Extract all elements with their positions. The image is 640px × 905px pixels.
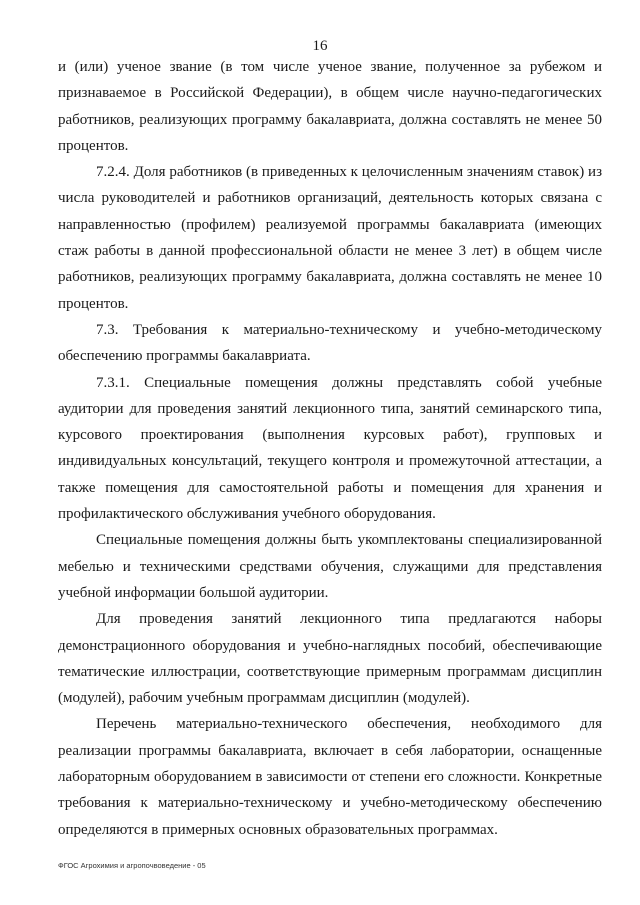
paragraph-continuation: и (или) ученое звание (в том числе ученое звание, полученное за рубежом и признаваемое в Российской Федерации), в общем числе научно-педагогических работников, реализующих программу бакалавриата, должна составлять не менее 50 процентов. (58, 59, 602, 154)
paragraph-7-3-1: 7.3.1. Специальные помещения должны представлять собой учебные аудитории для проведения занятий лекционного типа, занятий семинарского типа, курсового проектирования (выполнения курсовых работ), групповых и индивидуальных консультаций, текущего контроля и промежуточной аттестации, а также помещения для самостоятельной работы и помещения для хранения и профилактического обслуживания учебного оборудования. (58, 374, 602, 523)
document-body (58, 54, 602, 843)
paragraph-7-3-heading: 7.3. Требования к материально-техническому и учебно-методическому обеспечению программы бакалавриата. (58, 321, 602, 365)
paragraph-special-rooms-equipment: Специальные помещения должны быть укомплектованы специализированной мебелью и техническими средствами обучения, служащими для представления учебной информации большой аудитории. (58, 532, 602, 601)
page-number: 16 (312, 38, 328, 54)
footer-document-code: ФГОС Агрохимия и агропочвоведение - 05 (58, 861, 206, 870)
paragraph-material-technical-list: Перечень материально-технического обеспечения, необходимого для реализации программы бакалавриата, включает в себя лаборатории, оснащенные лабораторным оборудованием в зависимости от степени его сложности. Конкретные требования к материально-техническому и учебно-методическому обеспечению определяются в примерных основных образовательных программах. (58, 716, 602, 838)
paragraph-lecture-demonstration: Для проведения занятий лекционного типа предлагаются наборы демонстрационного оборудования и учебно-наглядных пособий, обеспечивающие тематические иллюстрации, соответствующие примерным программам дисциплин (модулей), рабочим учебным программам дисциплин (модулей). (58, 611, 602, 707)
paragraph-7-2-4: 7.2.4. Доля работников (в приведенных к целочисленным значениям ставок) из числа руководителей и работников организаций, деятельность которых связана с направленностью (профилем) реализуемой программы бакалавриата (имеющих стаж работы в данной профессиональной области не менее 3 лет) в общем числе работников, реализующих программу бакалавриата, должна составлять не менее 10 процентов. (58, 164, 602, 312)
